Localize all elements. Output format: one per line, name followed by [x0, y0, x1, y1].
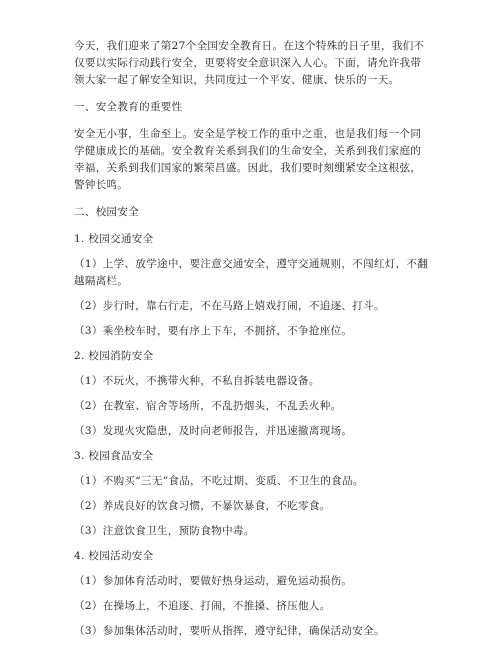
list-item: （2）在操场上，不追逐、打闹，不推搡、挤压他人。: [74, 600, 331, 612]
list-item: （1）上学、放学途中，要注意交通安全，遵守交通规则，不闯红灯，不翻越隔离栏。: [74, 258, 429, 287]
subsection-title-traffic: 1. 校园交通安全: [74, 233, 154, 245]
list-item: （1）不玩火，不携带火种，不私自拆装电器设备。: [74, 375, 320, 387]
list-item: （2）步行时，靠右行走，不在马路上嬉戏打闹，不追逐、打斗。: [74, 300, 385, 312]
subsection-title-fire: 2. 校园消防安全: [74, 350, 154, 362]
section-heading-importance: 一、安全教育的重要性: [74, 101, 183, 113]
section-heading-campus-safety: 二、校园安全: [74, 206, 140, 218]
list-item: （1）不购买“三无”食品，不吃过期、变质、不卫生的食品。: [74, 475, 364, 487]
subsection-title-food: 3. 校园食品安全: [74, 450, 154, 462]
list-item: （3）乘坐校车时，要有序上下车，不拥挤，不争抢座位。: [74, 325, 353, 337]
list-item: （2）养成良好的饮食习惯，不暴饮暴食，不吃零食。: [74, 500, 331, 512]
list-item: （3）注意饮食卫生，预防食物中毒。: [74, 525, 255, 537]
document-body: [74, 38, 430, 648]
intro-paragraph: 今天，我们迎来了第27个全国安全教育日。在这个特殊的日子里，我们不仅要以实际行动践行安全，更要将安全意识深入人心。下面，请允许我带领大家一起了解安全知识，共同度过一个平安、健康、快乐的一天。: [74, 40, 425, 86]
list-item: （1）参加体育活动时，要做好热身运动，避免运动损伤。: [74, 575, 353, 587]
importance-paragraph: 安全无小事，生命至上。安全是学校工作的重中之重，也是我们每一个同学健康成长的基础。安全教育关系到我们的生命安全，关系到我们家庭的幸福，关系到我们国家的繁荣昌盛。因此，我们要时刻绷紧安全这根弦，警钟长鸣。: [74, 128, 422, 191]
list-item: （3）发现火灾隐患，及时向老师报告，并迅速撤离现场。: [74, 425, 353, 437]
list-item: （2）在教室、宿舍等场所，不乱扔烟头，不乱丢火种。: [74, 400, 342, 412]
list-item: （3）参加集体活动时，要听从指挥，遵守纪律，确保活动安全。: [74, 625, 385, 637]
subsection-title-activities: 4. 校园活动安全: [74, 550, 154, 562]
